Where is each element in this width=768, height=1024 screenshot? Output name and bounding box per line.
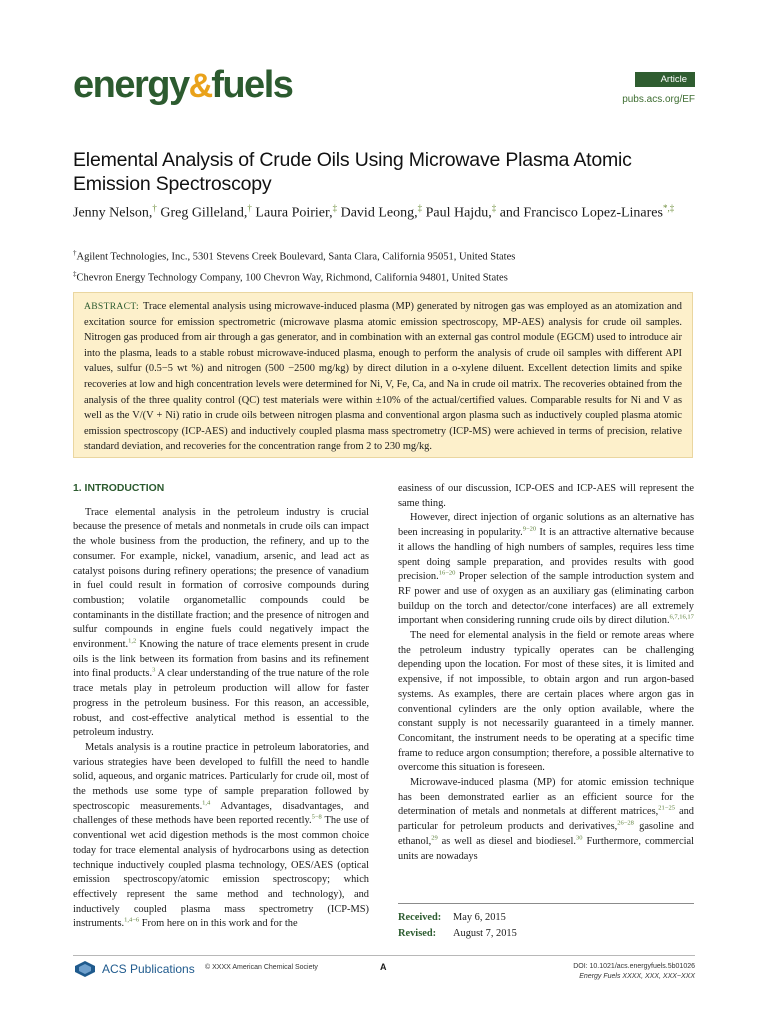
received-row (398, 910, 694, 926)
acs-hexagon-icon (73, 960, 97, 978)
footer-divider (73, 955, 695, 956)
logo-ampersand: & (188, 67, 212, 105)
paragraph-text: A clear understanding of the true nature of the role trace metals play in petroleum production will allow for faster progress in the petroleum business. For this reason, an accessible, robust, and cost-effective analytical method is essential to the petroleum industry. (73, 668, 369, 739)
logo-word-energy: energy (73, 64, 189, 106)
citation-reference[interactable]: 16−20 (438, 569, 456, 577)
paragraph-text: Metals analysis is a routine practice in petroleum laboratories, and various strategies have been developed to fulfill the need to handle solid, aqueous, and organic matrices. Particularly for crude oil, most of the methods use some type of sample preparation followed by spectroscopic measurements. (73, 741, 369, 812)
article-history (398, 903, 694, 942)
citation-reference[interactable]: 1,4 (202, 799, 211, 807)
right-column-body (398, 482, 694, 864)
body-paragraph (73, 741, 369, 932)
paragraph-text: From here on in this work and for the (139, 918, 298, 930)
revised-row (398, 926, 694, 942)
author-affiliation-mark: † (247, 203, 252, 213)
abstract-box (73, 292, 693, 458)
author-name: David Leong, (340, 205, 418, 221)
author-affiliation-mark: ‡ (491, 203, 497, 213)
abstract-label: ABSTRACT: (84, 301, 139, 312)
author-list (73, 199, 693, 223)
acs-publications-logo (73, 960, 195, 978)
paragraph-text: The use of conventional wet acid digestion methods is the most common choice today for trace elemental analysis of hydrocarbons using as detection technique inductively coupled plasma technology, OES/AES (optical emission spectroscopy/atomic emission spectroscopy; which effectively represent the same method and technology), and inductively coupled plasma mass spectrometry (ICP-MS) instruments. (73, 815, 370, 930)
author-name: and Francisco Lopez-Linares (499, 205, 663, 221)
affiliation-list (73, 245, 693, 286)
citation-reference[interactable]: 30 (576, 834, 583, 842)
left-column (73, 482, 369, 932)
received-date: May 6, 2015 (453, 912, 506, 923)
paragraph-text: Proper selection of the sample introduction system and RF power and use of oxygen as an auxiliary gas (eliminating carbon buildup on the torch and detector/cone interfaces) are all extremely important when considering running crude oils by direct dilution. (398, 571, 694, 627)
publisher-name: ACS Publications (102, 962, 195, 976)
author-affiliation-mark: ‡ (332, 203, 338, 213)
paragraph-text: Trace elemental analysis in the petroleum industry is crucial because the presence of metals and nonmetals in crude oils can impact the whole business from the production, the refinery, and up to the consumer. For example, nickel, vanadium, arsenic, and lead act as catalyst poisons during refinery operations; the presence of vanadium in fuel could result in formation of corrosive compounds during combustion; volatile organometallic compounds could be contaminants in the distillate fraction; and the presence of nitrogen and sulfur compounds in engine fuels could negatively impact the environment. (73, 506, 369, 651)
received-label: Received: (398, 912, 442, 923)
affiliation-line (73, 266, 693, 287)
paragraph-text: Microwave-induced plasma (MP) for atomic emission technique has been demonstrated earlier as an efficient source for the determination of metals and nonmetals at different matrices, (398, 777, 694, 818)
paragraph-text: It is an attractive alternative because it allows the handling of high numbers of samples, requires less time spent doing sample preparation, and provides results with good precision. (398, 527, 694, 583)
citation-reference[interactable]: 5−8 (311, 814, 322, 821)
affiliation-text: Chevron Energy Technology Company, 100 Chevron Way, Richmond, California 94801, United States (76, 272, 508, 283)
body-paragraph (398, 629, 694, 776)
paragraph-text: The need for elemental analysis in the field or remote areas where the petroleum industry typically operates can be challenging depending upon the location. For most of these sites, it is limited and expensive, if not impossible, to obtain argon and run argon-based systems. As examples, there are certain places where argon gas in conventional cylinders are the only option available, where the constant supply is not necessarily guaranteed in a timely manner. Concomitant, the instrument needs to be operating at a specific time frame to reduce argon consumption; therefore, a possible alternative to overcome this situation is foreseen. (398, 630, 694, 774)
page-number: A (380, 962, 387, 972)
author-name: Laura Poirier, (255, 205, 333, 221)
citation-reference[interactable]: 29 (431, 834, 438, 842)
citation-reference[interactable]: 1,4−6 (124, 916, 140, 924)
paragraph-text: gasoline and ethanol, (398, 821, 694, 847)
doi-block (573, 962, 695, 982)
author-name: Greg Gilleland, (160, 205, 248, 221)
author-name: Jenny Nelson, (73, 205, 153, 221)
paper-title: Elemental Analysis of Crude Oils Using Microwave Plasma Atomic Emission Spectroscopy (73, 149, 632, 195)
paragraph-text: easiness of our discussion, ICP-OES and ICP-AES will represent the same thing. (398, 483, 694, 509)
revised-date: August 7, 2015 (453, 928, 517, 939)
citation-reference[interactable]: 1,2 (128, 637, 137, 645)
section-heading: 1. INTRODUCTION (73, 483, 165, 494)
affiliation-text: Agilent Technologies, Inc., 5301 Stevens Creek Boulevard, Santa Clara, California 95051, United States (76, 251, 516, 263)
author-name: Paul Hajdu, (425, 205, 492, 221)
affiliation-mark: ‡ (73, 269, 77, 278)
paragraph-text: Furthermore, commercial units are nowadays (398, 835, 694, 862)
body-paragraph (73, 506, 369, 741)
affiliation-line (73, 245, 693, 266)
body-paragraph (398, 776, 694, 864)
author-affiliation-mark: ‡ (417, 203, 423, 213)
affiliation-mark: † (73, 249, 77, 257)
citation-reference[interactable]: 6,7,16,17 (669, 613, 694, 621)
article-type-badge: Article (635, 72, 695, 87)
abstract-text: Trace elemental analysis using microwave-induced plasma (MP) generated by nitrogen gas was employed as an atomization and excitation source for emission spectrometric (microwave plasma atomic emission spectroscopy, MP-AES) analysis for crude oil samples. Nitrogen gas produced from air through a gas generator, and in combination with an external gas control module (EGCM) used to introduce air into the plasma, leads to a stable robust microwave-induced plasma, enough to perform the analysis of crude oil samples with different API values, sulfur (0.5−5 wt %) and nitrogen (500 −2500 mg/kg) by direct dilution in a o-xylene diluent. Excellent detection limits and spike recoveries at low and high concentration levels were determined for Ni, V, Fe, Ca, and Na in crude oil matrix. The recoveries obtained from the analysis of the three quality control (QC) test materials were within ±10% of the actual/certified values. Comparable results for Ni and V as well as the V/(V + Ni) ratio in crude oils between nitrogen plasma and conventional argon plasma such as inductively coupled plasma atomic emission spectroscopy (ICP-AES) and inductively coupled plasma mass spectrometry (ICP-MS) were achieved in terms of precision, relative standard deviation, and recoveries for the concentration range from 2 to 230 mg/kg. (84, 301, 682, 453)
citation-reference[interactable]: 26−28 (617, 819, 634, 827)
journal-citation: Energy Fuels XXXX, XXX, XXX−XXX (579, 973, 695, 980)
paragraph-text: Knowing the nature of trace elements present in crude oils is the link between its formation from basins and its refinement into final products. (73, 639, 369, 680)
author-affiliation-mark: † (152, 203, 157, 213)
body-paragraph (398, 511, 694, 629)
journal-url[interactable]: pubs.acs.org/EF (622, 94, 695, 105)
citation-reference[interactable]: 21−25 (658, 805, 675, 812)
logo-word-fuels: fuels (211, 64, 293, 106)
journal-logo (73, 66, 292, 104)
paragraph-text: and particular for petroleum products and derivatives, (398, 806, 694, 833)
paragraph-text: as well as diesel and biodiesel. (437, 835, 576, 847)
paragraph-text: Advantages, disadvantages, and challenges of these methods have been reported recently. (73, 800, 369, 827)
doi-text[interactable]: DOI: 10.1021/acs.energyfuels.5b01026 (573, 963, 695, 970)
citation-reference[interactable]: 9−20 (522, 525, 537, 533)
revised-label: Revised: (398, 928, 437, 939)
body-paragraph (398, 482, 694, 511)
citation-reference[interactable]: 3 (152, 666, 156, 674)
paragraph-text: However, direct injection of organic solutions as an alternative has been increasing in popularity. (398, 512, 694, 539)
author-affiliation-mark: *,‡ (662, 203, 675, 213)
copyright-notice: © XXXX American Chemical Society (205, 964, 318, 971)
right-column (398, 482, 694, 864)
left-column-body (73, 506, 369, 932)
